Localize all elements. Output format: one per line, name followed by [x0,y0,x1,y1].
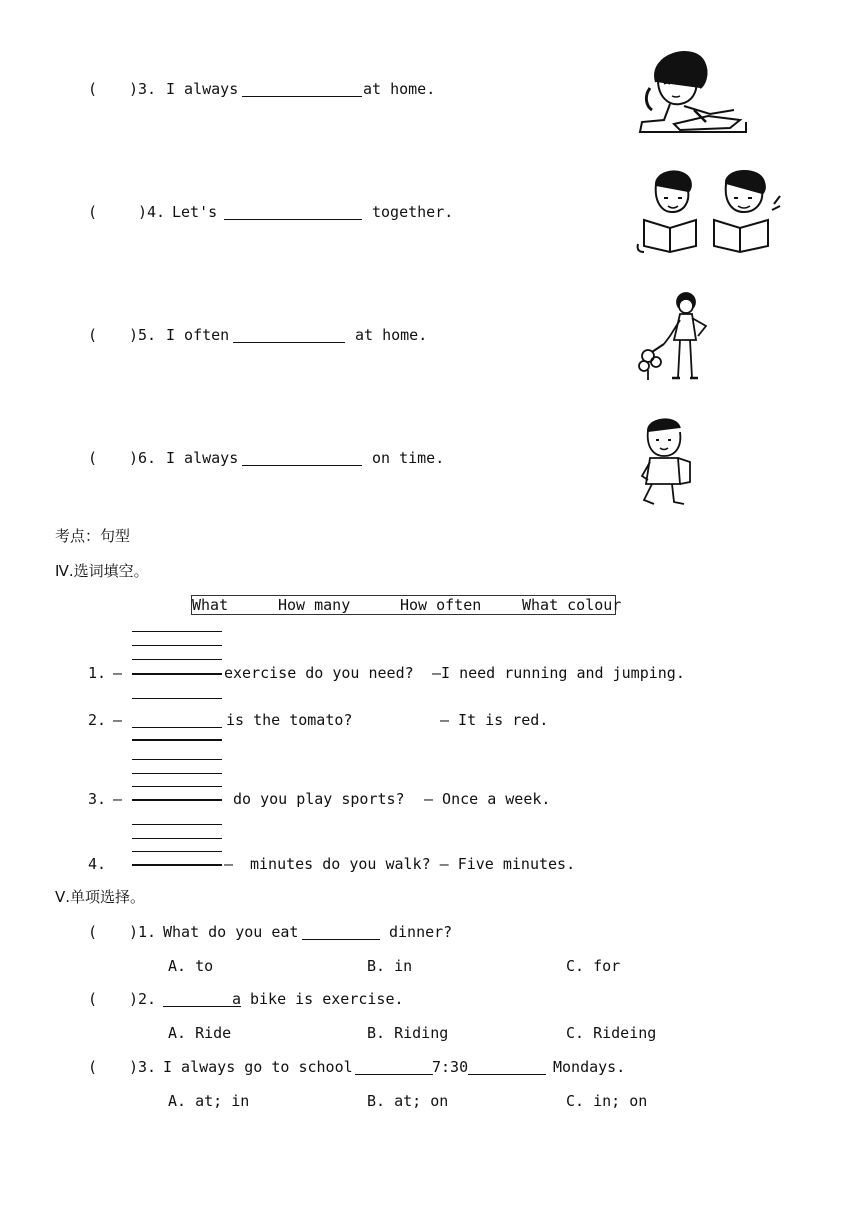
question-number: )5. [129,326,157,344]
fill-blank[interactable] [355,1074,433,1075]
question-number: 3. [88,790,107,808]
blank-line [132,838,222,839]
fill-blank[interactable] [242,96,362,97]
answer-paren-open: ( [88,80,98,98]
blank-line [132,824,222,825]
word-bank-word: How many [278,596,351,614]
sentence-end: at home. [363,80,436,98]
question-number: )3. [129,80,157,98]
answer-paren-open: ( [88,203,98,221]
girl-writing-icon [634,40,750,136]
option-b[interactable]: B. in [367,957,413,975]
sentence-start: Let's [172,203,218,221]
section-heading-5: Ⅴ.单项选择。 [55,888,146,906]
question-text: I always go to school [163,1058,353,1076]
blank-line [132,739,222,741]
fill-blank[interactable] [468,1074,546,1075]
fill-blank[interactable] [132,727,222,728]
blank-line [132,759,222,760]
word-bank-word: How often [400,596,482,614]
question-number: )4. [138,203,166,221]
answer-text: — Once a week. [424,790,551,808]
answer-paren-open: ( [88,326,98,344]
question-text: bike is exercise. [250,990,404,1008]
kaodian-note: 考点：句型 [55,527,131,545]
option-c[interactable]: C. for [566,957,621,975]
option-a[interactable]: A. Ride [168,1024,232,1042]
question-text: do you play sports? [233,790,405,808]
option-b[interactable]: B. Riding [367,1024,449,1042]
sentence-start: I often [166,326,230,344]
girl-watering-flowers-icon [634,288,714,384]
question-number: 4. [88,855,107,873]
fill-blank[interactable] [132,799,222,801]
question-number: )3. [129,1058,157,1076]
question-text: Mondays. [553,1058,626,1076]
section-heading-4: Ⅳ.选词填空。 [55,562,149,580]
boy-with-backpack-icon [634,414,696,510]
two-kids-reading-icon [634,164,784,256]
sentence-end: on time. [372,449,445,467]
blank-line [132,786,222,787]
fill-blank[interactable] [233,342,345,343]
dialog-dash: — [113,711,123,729]
blank-line [132,851,222,852]
sentence-end: at home. [355,326,428,344]
fill-blank[interactable] [242,465,362,466]
question-text: dinner? [389,923,453,941]
answer-paren-open: ( [88,990,98,1008]
dialog-dash: — [113,790,123,808]
sentence-start: I always [166,449,239,467]
answer-paren-open: ( [88,1058,98,1076]
fill-blank[interactable] [163,1006,241,1007]
question-text: What do you eat [163,923,299,941]
option-a[interactable]: A. at; in [168,1092,250,1110]
answer-paren-open: ( [88,923,98,941]
option-c[interactable]: C. Rideing [566,1024,657,1042]
question-text: a [232,990,242,1008]
blank-line [132,645,222,646]
fill-blank[interactable] [132,864,222,866]
dialog-dash: — [224,855,234,873]
option-a[interactable]: A. to [168,957,214,975]
blank-line [132,631,222,632]
sentence-start: I always [166,80,239,98]
question-text: exercise do you need? [224,664,414,682]
question-number: 1. [88,664,107,682]
question-number: 2. [88,711,107,729]
question-number: )1. [129,923,157,941]
question-text: minutes do you walk? — Five minutes. [250,855,576,873]
option-b[interactable]: B. at; on [367,1092,449,1110]
question-number: )2. [129,990,157,1008]
blank-line [132,773,222,774]
sentence-end: together. [372,203,454,221]
blank-line [132,698,222,699]
blank-line [132,659,222,660]
option-c[interactable]: C. in; on [566,1092,648,1110]
fill-blank[interactable] [302,939,380,940]
dialog-dash: — [113,664,123,682]
answer-text: —I need running and jumping. [432,664,685,682]
answer-paren-open: ( [88,449,98,467]
question-text: is the tomato? [226,711,353,729]
fill-blank[interactable] [132,673,222,675]
fill-blank[interactable] [224,219,362,220]
word-bank-word: What [192,596,229,614]
answer-text: — It is red. [440,711,549,729]
word-bank-word: What colour [522,596,622,614]
question-text: 7:30 [432,1058,469,1076]
question-number: )6. [129,449,157,467]
